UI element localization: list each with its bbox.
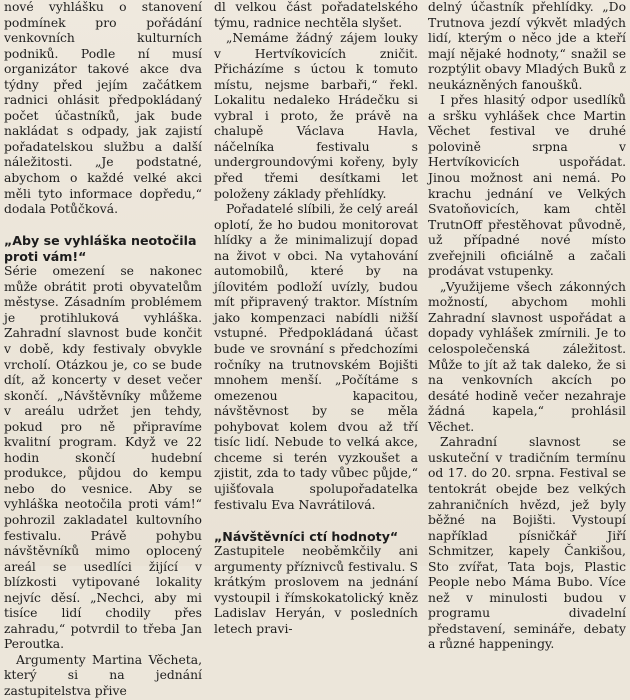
paragraph: delný účastník přehlídky. „Do Trutnova jezdí výkvět mladých lidí, kterým o něco jde a kteří mají nějaké hodnoty,“ snažil se rozptýlit obavy Mladých Buků z neukázněných fanoušků. — [428, 0, 626, 92]
paragraph: Argumenty Martina Věcheta, který si na jednání zastupitelstva přive — [4, 652, 202, 699]
subheading: „Návštěvníci ctí hodnoty“ — [214, 528, 399, 544]
article-column-3 — [428, 0, 626, 652]
article-column-1 — [4, 0, 202, 699]
paragraph: Zastupitele neoběmkčily ani argumenty příznivců festivalu. S krátkým proslovem na jednání vystoupil i římskokatolický kněz Ladislav Heryán, v posledních letech pravi- — [214, 544, 418, 636]
subheading: „Aby se vyhláška neotočila proti vám!“ — [4, 233, 197, 264]
paragraph: Pořadatelé slíbili, že celý areál oplotí, že ho budou monitorovat hlídky a že minimalizují dopad na život v obci. Na vytahování automobilů, které by na jílovitém podloží uvízly, budou mít připravený traktor. Místním jako kompenzaci nabídli nižší vstupné. Předpokládaná účast bude ve srovnání s předchozími ročníky na trutnovském Bojišti mnohem menší. „Počítáme s omezenou kapacitou, návštěvnost by se měla pohybovat kolem dvou až tří tisíc lidí. Nebude to velká akce, chceme si terén vyzkoušet a zjistit, zda to tady vůbec půjde,“ ujišťovala spolupořadatelka festivalu Eva Navrátilová. — [214, 202, 418, 512]
paragraph: „Nemáme žádný zájem louky v Hertvíkovicích zničit. Přicházíme s úctou k tomuto místu, nejsme barbaři,“ řekl. Lokalitu nedaleko Hrádečku si vybral i proto, že právě na chalupě Václava Havla, náčelníka festivalu s undergroundovými kořeny, byly před třemi desítkami let položeny základy přehlídky. — [214, 31, 418, 201]
paragraph: I přes hlasitý odpor usedlíků a sršku vyhlášek chce Martin Věchet festival ve druhé polovině srpna v Hertvíkovicích uspořádat. Jinou možnost ani nemá. Po krachu jednání ve Velkých Svatoňovicích, kam chtěl TrutnOff přestěhovat původně, už případné nové místo zveřejnili oficiálně a začali prodávat vstupenky. — [428, 93, 626, 279]
paragraph: „Využijeme všech zákonných možností, abychom mohli Zahradní slavnost uspořádat a dopady vyhlášek zmírnili. Je to celospolečenská záležitost. Může to jít až tak daleko, že si na venkovních akcích po desáté hodině večer nezahraje žádná kapela,“ prohlásil Věchet. — [428, 279, 626, 434]
paragraph: Zahradní slavnost se uskuteční v tradičním termínu od 17. do 20. srpna. Festival se tentokrát obejde bez velkých zahraničních hvězd, jež byly běžné na Bojišti. Vystoupí například písničkář Jiří Schmitzer, kapely Čankišou, Sto zvířat, Tata bojs, Plastic People nebo Máma Bubo. Více než v minulosti budou v programu divadelní představení, semináře, debaty a různé happeningy. — [428, 435, 626, 652]
paragraph: Série omezení se nakonec může obrátit proti obyvatelům městyse. Zásadním problémem je protihluková vyhláška. Zahradní slavnost bude končit v době, kdy festivaly obvykle vrcholí. Otázkou je, co se bude dít, až koncerty v deset večer skončí. „Návštěvníky můžeme v areálu udržet jen tehdy, pokud pro ně připravíme kvalitní program. Když ve 22 hodin skončí hudební produkce, půjdou do kempu nebo do vesnice. Aby se vyhláška neotočila proti vám!“ pohrozil zakladatel kultovního festivalu. Právě pohybu návštěvníků mimo oplocený areál se usedlíci žijící v blízkosti vytipované lokality nejvíc děsí. „Nechci, aby mi tisíce lidí chodily přes zahradu,“ potvrdil to třeba Jan Peroutka. — [4, 264, 202, 652]
paragraph: dl velkou část pořadatelského týmu, radnice nechtěla slyšet. — [214, 0, 418, 30]
paragraph: nové vyhlášku o stanovení podmínek pro pořádání venkovních kulturních podniků. Podle ní musí organizátor takové akce dva týdny před jejím začátkem radnici ohlásit předpokládaný počet účastníků, jak bude nakládat s odpady, jak zajistí pořadatelskou službu a další náležitosti. „Je podstatné, abychom o každé velké akci měli tyto informace dopředu,“ dodala Potůčková. — [4, 0, 202, 217]
article-column-2 — [214, 0, 418, 636]
